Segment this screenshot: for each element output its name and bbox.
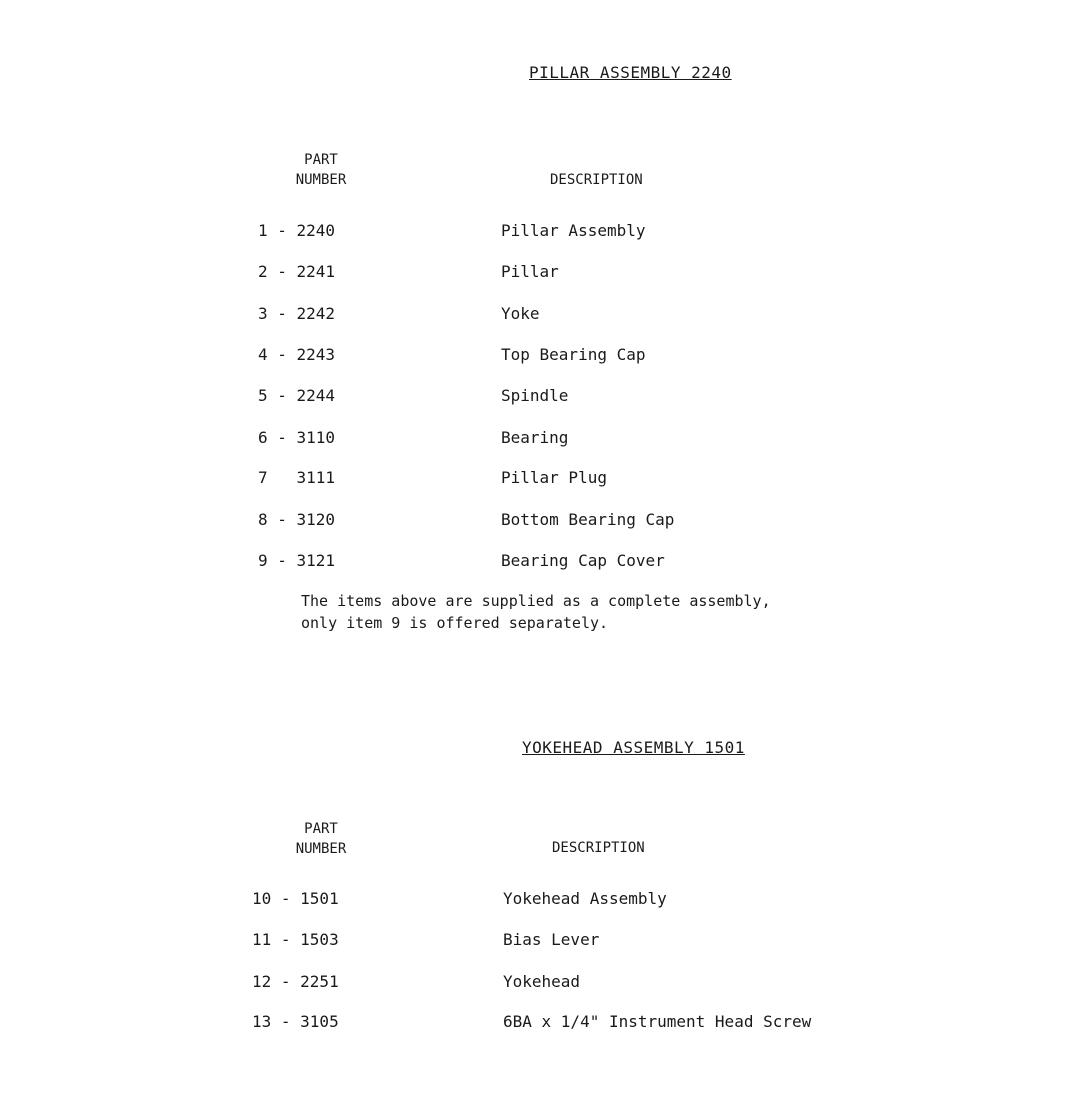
part-number: 10 - 1501 xyxy=(252,889,339,908)
part-number-header-line1: PART xyxy=(304,821,338,837)
part-number-header-line2: NUMBER xyxy=(295,172,347,188)
part-description: Pillar xyxy=(501,262,559,281)
part-description: Bearing Cap Cover xyxy=(501,551,665,570)
part-number: 11 - 1503 xyxy=(252,930,339,949)
pillar-assembly-title: PILLAR ASSEMBLY 2240 xyxy=(529,63,732,82)
part-number-header-line2: NUMBER xyxy=(295,841,347,857)
part-number-header xyxy=(286,819,356,859)
description-header: DESCRIPTION xyxy=(550,172,643,188)
part-number: 5 - 2244 xyxy=(258,386,336,405)
part-number-header xyxy=(286,150,356,190)
table-row xyxy=(0,889,1080,913)
description-header: DESCRIPTION xyxy=(552,840,645,856)
table-row xyxy=(0,930,1080,954)
part-number: 4 - 2243 xyxy=(258,345,336,364)
part-description: Yokehead Assembly xyxy=(503,889,667,908)
part-number: 13 - 3105 xyxy=(252,1012,339,1031)
table-row xyxy=(0,510,1080,534)
assembly-note-line1: The items above are supplied as a complete assembly, xyxy=(301,592,771,610)
part-number: 9 - 3121 xyxy=(258,551,336,570)
assembly-note-line2: only item 9 is offered separately. xyxy=(301,614,609,632)
table-row xyxy=(0,1012,1080,1036)
part-description: Top Bearing Cap xyxy=(501,345,646,364)
table-row xyxy=(0,262,1080,286)
part-number: 2 - 2241 xyxy=(258,262,336,281)
part-number: 6 - 3110 xyxy=(258,428,336,447)
table-row xyxy=(0,468,1080,492)
table-row xyxy=(0,386,1080,410)
part-description: Yoke xyxy=(501,304,540,323)
part-number: 3 - 2242 xyxy=(258,304,336,323)
table-row xyxy=(0,221,1080,245)
part-description: Pillar Plug xyxy=(501,468,607,487)
table-row xyxy=(0,972,1080,996)
part-description: 6BA x 1/4" Instrument Head Screw xyxy=(503,1012,812,1031)
table-row xyxy=(0,428,1080,452)
part-description: Bearing xyxy=(501,428,569,447)
table-row xyxy=(0,304,1080,328)
part-description: Pillar Assembly xyxy=(501,221,646,240)
part-number: 7 3111 xyxy=(258,468,336,487)
part-description: Bias Lever xyxy=(503,930,600,949)
yokehead-assembly-title: YOKEHEAD ASSEMBLY 1501 xyxy=(522,738,745,757)
part-number: 12 - 2251 xyxy=(252,972,339,991)
assembly-note xyxy=(301,590,771,634)
part-number: 8 - 3120 xyxy=(258,510,336,529)
table-row xyxy=(0,345,1080,369)
part-number-header-line1: PART xyxy=(304,152,338,168)
part-description: Spindle xyxy=(501,386,569,405)
part-number: 1 - 2240 xyxy=(258,221,336,240)
part-description: Bottom Bearing Cap xyxy=(501,510,675,529)
part-description: Yokehead xyxy=(503,972,581,991)
table-row xyxy=(0,551,1080,575)
